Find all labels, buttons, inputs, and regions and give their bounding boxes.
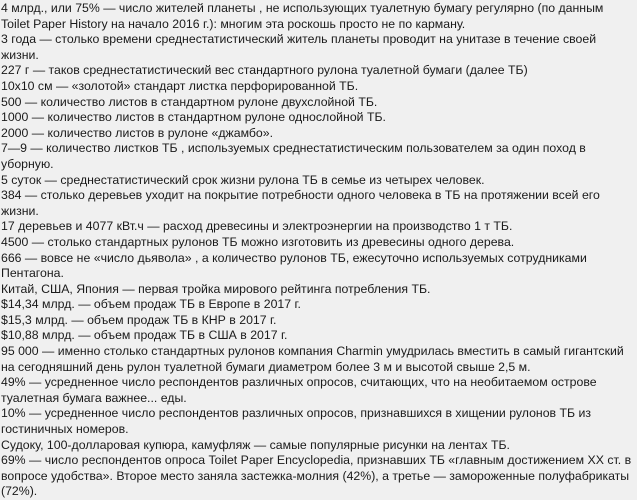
fact-paragraph-6: 1000 — количество листов в стандартном рулоне однослойной ТБ. bbox=[1, 110, 386, 125]
fact-paragraph-11: 17 деревьев и 4077 кВт.ч — расход древесины и электроэнергии на производство 1 т ТБ. bbox=[1, 219, 513, 234]
fact-paragraph-4: 10х10 см — «золотой» стандарт листка перфорированной ТБ. bbox=[1, 78, 359, 93]
fact-paragraph-7: 2000 — количество листов в рулоне «джамбо». bbox=[1, 125, 274, 140]
fact-paragraph-12: 4500 — столько стандартных рулонов ТБ можно изготовить из древесины одного дерева. bbox=[1, 234, 515, 249]
fact-paragraph-20: 10% — усредненное число респондентов различных опросов, признавшихся в хищении рулонов ТБ из гостиничных номеров. bbox=[1, 406, 592, 437]
fact-paragraph-18: 95 000 — именно столько стандартных рулонов компания Charmin умудрилась вместить в самый гигантский на сегодняшний день рулон туалетной бумаги диаметром более 3 м и высотой свыше 2,5 м. bbox=[1, 344, 624, 374]
fact-paragraph-13: 666 — вовсе не «число дьявола» , а количество рулонов ТБ, ежесуточно используемых сотрудниками Пентагона. bbox=[1, 250, 587, 281]
fact-paragraph-15: $14,34 млрд. — объем продаж ТБ в Европе в 2017 г. bbox=[1, 297, 301, 312]
facts-document bbox=[1, 1, 635, 500]
fact-paragraph-2: 3 года — столько времени среднестатистический житель планеты проводит на унитазе в течение своей жизни. bbox=[1, 32, 597, 62]
fact-paragraph-22: 69% — число респондентов опроса Toilet Paper Encyclopedia, признавших ТБ «главным достижением XX ст. в вопросе удобства». Второе место заняла застежка-молния (42%), а третье — замороженные полуфабрикаты (72%). bbox=[1, 453, 632, 499]
fact-paragraph-9: 5 суток — среднестатистический срок жизни рулона ТБ в семье из четырех человек. bbox=[1, 172, 485, 187]
fact-paragraph-8: 7—9 — количество листков ТБ , используемых среднестатистическим пользователем за один поход в уборную. bbox=[1, 141, 586, 171]
fact-paragraph-19: 49% — усредненное число респондентов различных опросов, считающих, что на необитаемом острове туалетная бумага важнее... еды. bbox=[1, 375, 597, 405]
fact-paragraph-21: Судоку, 100-долларовая купюра, камуфляж — самые популярные рисунки на лентах ТБ. bbox=[1, 437, 510, 452]
fact-paragraph-16: $15,3 млрд. — объем продаж ТБ в КНР в 2017 г. bbox=[1, 312, 277, 327]
fact-paragraph-17: $10,88 млрд. — объем продаж ТБ в США в 2017 г. bbox=[1, 328, 288, 343]
fact-paragraph-1: 4 млрд., или 75% — число жителей планеты , не использующих туалетную бумагу регулярно (по данным Toilet Paper History на начало 2016 г.): многим эта роскошь просто не по карману. bbox=[1, 1, 604, 31]
fact-paragraph-14: Китай, США, Япония — первая тройка мирового рейтинга потребления ТБ. bbox=[1, 281, 431, 296]
fact-paragraph-5: 500 — количество листов в стандартном рулоне двухслойной ТБ. bbox=[1, 94, 378, 109]
fact-paragraph-10: 384 — столько деревьев уходит на покрытие потребности одного человека в ТБ на протяжении всей его жизни. bbox=[1, 188, 600, 218]
fact-paragraph-3: 227 г — таков среднестатистический вес стандартного рулона туалетной бумаги (далее ТБ) bbox=[1, 63, 528, 78]
